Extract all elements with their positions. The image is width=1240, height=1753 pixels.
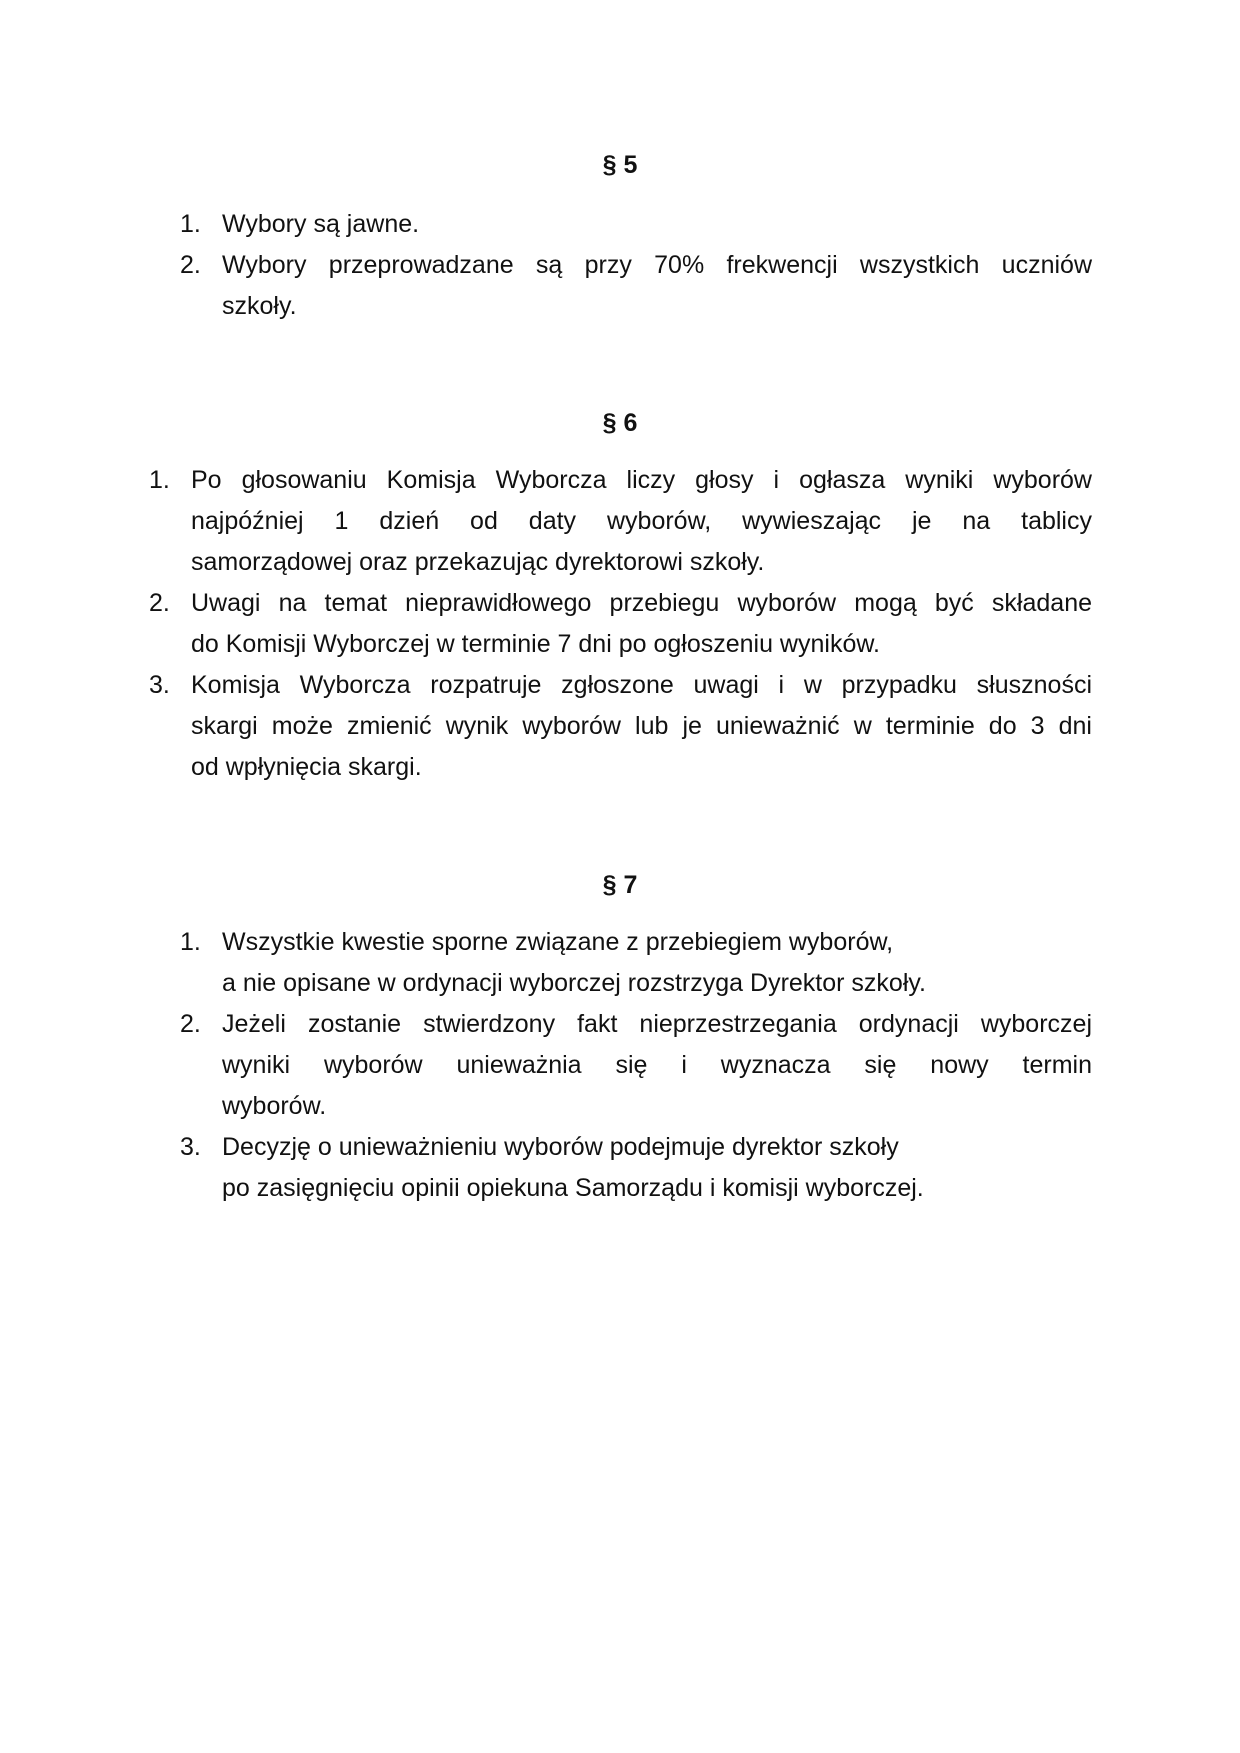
section-5-item-1 [180,204,1092,245]
item-line: Komisja Wyborcza rozpatruje zgłoszone uwagi i w przypadku słuszności [191,671,1092,699]
item-number: 1. [180,928,201,956]
section-6-item-1 [149,460,1092,583]
section-7-item-3 [180,1127,1092,1209]
item-text [222,1127,1092,1209]
item-text [222,1004,1092,1127]
section-heading-5: § 5 [602,151,638,179]
item-line: Uwagi na temat nieprawidłowego przebiegu wyborów mogą być składane [191,589,1092,617]
section-heading-6: § 6 [602,409,638,437]
item-text [222,245,1092,327]
item-number: 1. [149,466,170,494]
item-number: 3. [180,1133,201,1161]
item-line: Wybory przeprowadzane są przy 70% frekwencji wszystkich uczniów [222,251,1092,279]
item-line: szkoły. [222,292,297,320]
item-line: Decyzję o unieważnieniu wyborów podejmuje dyrektor szkoły [222,1133,899,1161]
item-line: a nie opisane w ordynacji wyborczej rozstrzyga Dyrektor szkoły. [222,969,926,997]
item-text [222,922,1092,1004]
section-7-item-2 [180,1004,1092,1127]
item-line: skargi może zmienić wynik wyborów lub je unieważnić w terminie do 3 dni [191,712,1092,740]
item-line: po zasięgnięciu opinii opiekuna Samorządu i komisji wyborczej. [222,1174,924,1202]
item-line: Wszystkie kwestie sporne związane z przebiegiem wyborów, [222,928,894,956]
item-line: najpóźniej 1 dzień od daty wyborów, wywieszając je na tablicy [191,507,1092,535]
item-line: Po głosowaniu Komisja Wyborcza liczy głosy i ogłasza wyniki wyborów [191,466,1092,494]
item-number: 1. [180,210,201,238]
item-text [222,204,1092,245]
item-line: Wybory są jawne. [222,210,420,238]
section-5-item-2 [180,245,1092,327]
section-6-item-3 [149,665,1092,788]
item-text [191,665,1092,788]
item-number: 3. [149,671,170,699]
item-number: 2. [180,251,201,279]
item-text [191,460,1092,583]
item-line: wyniki wyborów unieważnia się i wyznacza się nowy termin [222,1051,1092,1079]
item-number: 2. [180,1010,201,1038]
section-heading-7: § 7 [602,871,638,899]
section-7-item-1 [180,922,1092,1004]
item-line: Jeżeli zostanie stwierdzony fakt nieprzestrzegania ordynacji wyborczej [222,1010,1092,1038]
item-number: 2. [149,589,170,617]
item-line: od wpłynięcia skargi. [191,753,422,781]
item-line: samorządowej oraz przekazując dyrektorowi szkoły. [191,548,765,576]
item-line: wyborów. [222,1092,327,1120]
section-6-item-2 [149,583,1092,665]
item-line: do Komisji Wyborczej w terminie 7 dni po ogłoszeniu wyników. [191,630,880,658]
item-text [191,583,1092,665]
